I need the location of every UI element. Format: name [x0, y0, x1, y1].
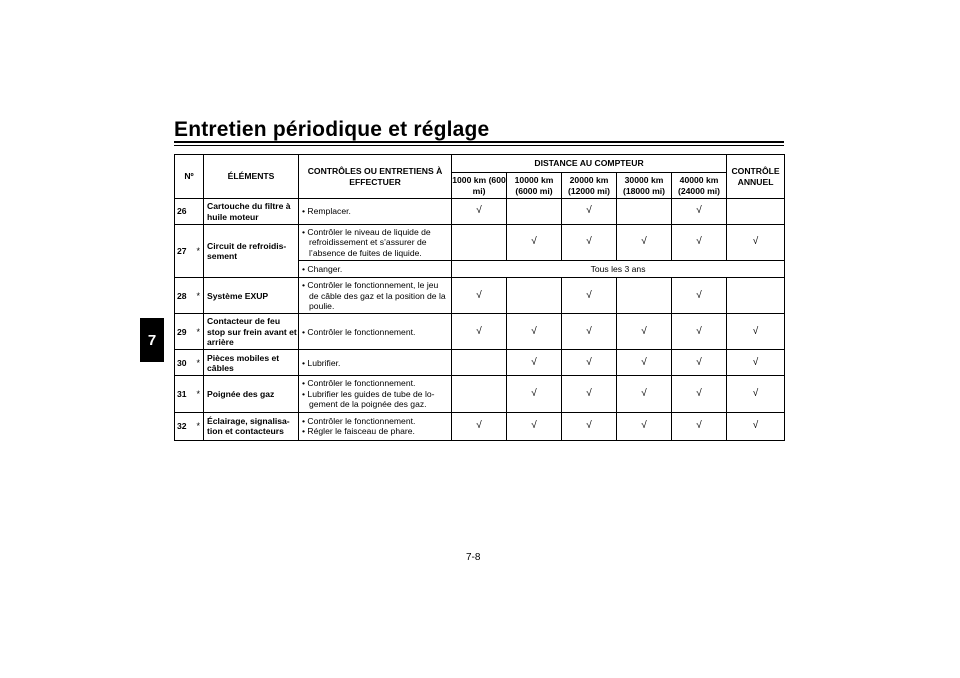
check-mark-cell: √	[507, 376, 562, 412]
row-number: 26	[175, 199, 194, 225]
table-row	[175, 350, 785, 376]
check-cell	[617, 278, 672, 314]
table-row	[175, 314, 785, 350]
check-cell	[617, 199, 672, 225]
row-actions	[299, 412, 452, 440]
check-mark-cell: √	[562, 199, 617, 225]
check-mark-cell: √	[727, 350, 785, 376]
check-mark-cell: √	[727, 412, 785, 440]
row-number: 30	[175, 350, 194, 376]
row-number: 27	[175, 225, 194, 278]
check-mark-cell: √	[727, 376, 785, 412]
row-number: 28	[175, 278, 194, 314]
row-item: Pièces mobiles et câbles	[204, 350, 299, 376]
check-mark-cell: √	[562, 412, 617, 440]
check-cell	[727, 199, 785, 225]
header-distance-1: 1000 km (600 mi)	[452, 173, 507, 199]
check-mark-cell: √	[507, 412, 562, 440]
check-mark-cell: √	[672, 376, 727, 412]
row-actions	[299, 225, 452, 261]
row-item: Cartouche du filtre à huile moteur	[204, 199, 299, 225]
row-actions	[299, 261, 452, 278]
table-row	[175, 412, 785, 440]
check-mark-cell: √	[672, 412, 727, 440]
interval-note: Tous les 3 ans	[452, 261, 785, 278]
row-item: Système EXUP	[204, 278, 299, 314]
table-row	[175, 199, 785, 225]
check-mark-cell: √	[617, 350, 672, 376]
row-star: *	[194, 225, 204, 278]
title-rule-thin	[174, 145, 784, 146]
header-annual: CONTRÔLE ANNUEL	[727, 155, 785, 199]
check-mark-cell: √	[452, 314, 507, 350]
row-star: *	[194, 412, 204, 440]
check-mark-cell: √	[617, 314, 672, 350]
action-text: • Contrôler le fonctionnement.	[302, 378, 416, 389]
row-number: 29	[175, 314, 194, 350]
check-mark-cell: √	[507, 314, 562, 350]
action-text: • Contrôler le fonctionnement.	[302, 326, 416, 337]
check-mark-cell: √	[672, 350, 727, 376]
row-number: 31	[175, 376, 194, 412]
check-mark-cell: √	[562, 350, 617, 376]
check-mark-cell: √	[507, 225, 562, 261]
header-distance-5: 40000 km (24000 mi)	[672, 173, 727, 199]
check-mark-cell: √	[562, 314, 617, 350]
check-mark-cell: √	[672, 278, 727, 314]
check-mark-cell: √	[727, 225, 785, 261]
header-no: Nº	[175, 155, 204, 199]
check-cell	[727, 278, 785, 314]
maintenance-table	[174, 154, 785, 441]
action-text: • Lubrifier les guides de tube de lo-gement de la poignée des gaz.	[302, 388, 435, 410]
title-rule	[174, 141, 784, 143]
row-actions	[299, 376, 452, 412]
check-mark-cell: √	[452, 199, 507, 225]
check-mark-cell: √	[727, 314, 785, 350]
table-row	[175, 225, 785, 261]
row-star: *	[194, 376, 204, 412]
check-cell	[452, 350, 507, 376]
page-number: 7-8	[466, 552, 481, 563]
row-star: *	[194, 350, 204, 376]
row-actions	[299, 350, 452, 376]
check-mark-cell: √	[452, 278, 507, 314]
check-mark-cell: √	[562, 225, 617, 261]
row-actions	[299, 199, 452, 225]
action-text: • Contrôler le fonctionnement.	[302, 415, 416, 426]
row-item: Contacteur de feu stop sur frein avant et arrière	[204, 314, 299, 350]
row-actions	[299, 314, 452, 350]
action-text: • Changer.	[302, 264, 343, 275]
page-title: Entretien périodique et réglage	[174, 118, 490, 141]
action-text: • Régler le faisceau de phare.	[302, 426, 415, 437]
header-distance-4: 30000 km (18000 mi)	[617, 173, 672, 199]
check-mark-cell: √	[617, 225, 672, 261]
check-cell	[452, 225, 507, 261]
check-mark-cell: √	[617, 376, 672, 412]
row-actions	[299, 278, 452, 314]
row-number: 32	[175, 412, 194, 440]
check-mark-cell: √	[672, 225, 727, 261]
header-items: ÉLÉMENTS	[204, 155, 299, 199]
action-text: • Contrôler le fonctionnement, le jeu de câble des gaz et la position de la poulie.	[302, 280, 446, 312]
action-text: • Contrôler le niveau de liquide de refroidissement et s’assurer de l’absence de fuites de liquide.	[302, 227, 431, 258]
header-distance: DISTANCE AU COMPTEUR	[452, 155, 727, 173]
row-item: Circuit de refroidis-sement	[204, 225, 299, 278]
table-row	[175, 376, 785, 412]
check-mark-cell: √	[672, 314, 727, 350]
action-text: • Remplacer.	[302, 206, 351, 217]
header-distance-2: 10000 km (6000 mi)	[507, 173, 562, 199]
check-mark-cell: √	[672, 199, 727, 225]
check-mark-cell: √	[562, 278, 617, 314]
row-star: *	[194, 278, 204, 314]
chapter-tab: 7	[140, 318, 164, 362]
row-item: Éclairage, signalisa-tion et contacteurs	[204, 412, 299, 440]
action-text: • Lubrifier.	[302, 357, 341, 368]
check-cell	[507, 199, 562, 225]
row-star	[194, 199, 204, 225]
check-mark-cell: √	[452, 412, 507, 440]
check-cell	[507, 278, 562, 314]
check-mark-cell: √	[507, 350, 562, 376]
check-cell	[452, 376, 507, 412]
header-checks: CONTRÔLES OU ENTRETIENS À EFFECTUER	[299, 155, 452, 199]
header-distance-3: 20000 km (12000 mi)	[562, 173, 617, 199]
check-mark-cell: √	[617, 412, 672, 440]
row-star: *	[194, 314, 204, 350]
row-item: Poignée des gaz	[204, 376, 299, 412]
check-mark-cell: √	[562, 376, 617, 412]
table-row	[175, 278, 785, 314]
